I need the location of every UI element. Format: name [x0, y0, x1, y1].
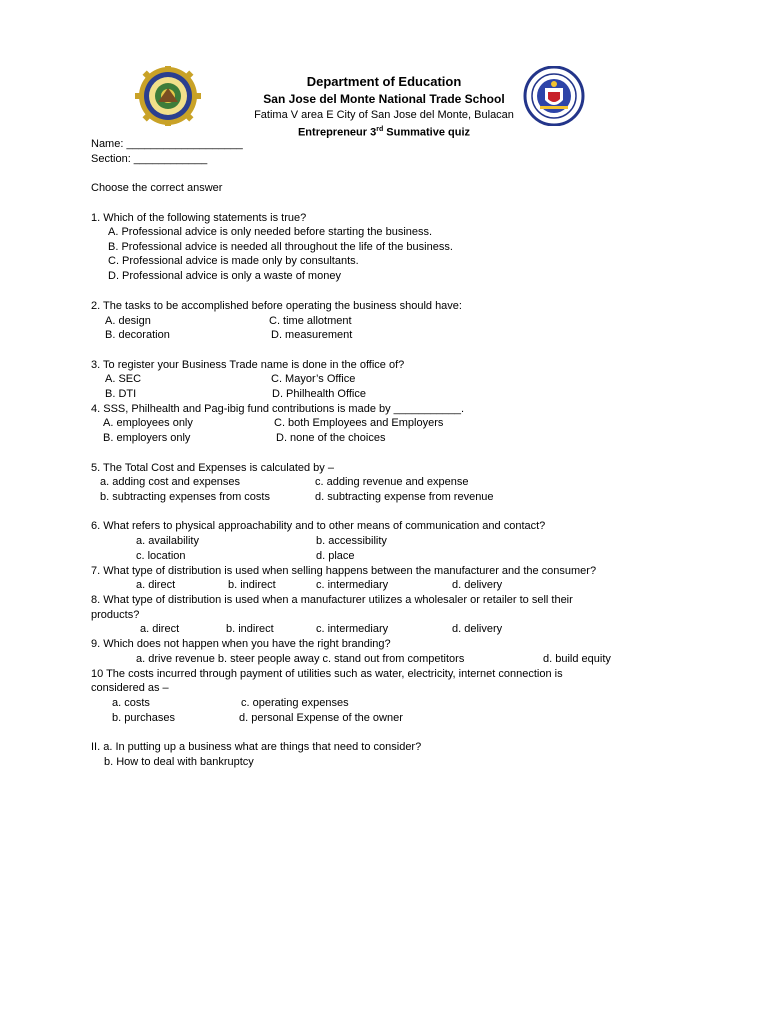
q4-choice-a[interactable]: A. employees only: [103, 417, 193, 429]
q6-choice-d[interactable]: d. place: [316, 550, 355, 562]
quiz-title-main: Entrepreneur 3: [297, 126, 377, 139]
q5-choice-d[interactable]: d. subtracting expense from revenue: [315, 491, 494, 503]
q4-stem: 4. SSS, Philhealth and Pag-ibig fund contributions is made by ___________.: [91, 403, 465, 415]
q8-choice-d[interactable]: d. delivery: [452, 623, 503, 635]
q10-choice-b[interactable]: b. purchases: [112, 712, 175, 724]
q6-choice-a[interactable]: a. availability: [136, 535, 199, 547]
q3-choice-b[interactable]: B. DTI: [105, 388, 137, 400]
q7-stem: 7. What type of distribution is used when selling happens between the manufacturer and the consumer?: [91, 565, 597, 577]
q6-stem: 6. What refers to physical approachability and to other means of communication and contact?: [91, 520, 546, 532]
q7-choice-d[interactable]: d. delivery: [452, 579, 503, 591]
q5-stem: 5. The Total Cost and Expenses is calculated by –: [91, 462, 334, 474]
quiz-title-superscript: rd: [376, 126, 384, 133]
part2-question-b: b. How to deal with bankruptcy: [104, 756, 254, 768]
q1-choice-c[interactable]: C. Professional advice is made only by consultants.: [108, 255, 359, 267]
q10-choice-a[interactable]: a. costs: [112, 697, 150, 709]
q8-stem-line2: products?: [91, 609, 140, 621]
instructions: Choose the correct answer: [91, 182, 223, 194]
q6-choice-c[interactable]: c. location: [136, 550, 186, 562]
q3-choice-a[interactable]: A. SEC: [105, 373, 142, 385]
q2-choice-b[interactable]: B. decoration: [105, 329, 170, 341]
q10-stem-line1: 10 The costs incurred through payment of utilities such as water, electricity, internet connection is: [91, 668, 563, 680]
q5-choice-a[interactable]: a. adding cost and expenses: [100, 476, 241, 488]
q9-stem: 9. Which does not happen when you have the right branding?: [91, 638, 391, 650]
school-address: Fatima V area E City of San Jose del Monte, Bulacan: [254, 109, 514, 121]
part2-question-a: II. a. In putting up a business what are things that need to consider?: [91, 741, 422, 753]
q8-choice-a[interactable]: a. direct: [140, 623, 180, 635]
q7-choice-b[interactable]: b. indirect: [228, 579, 276, 591]
q9-choice-d[interactable]: d. build equity: [543, 653, 611, 665]
q1-choice-b[interactable]: B. Professional advice is needed all throughout the life of the business.: [108, 241, 453, 253]
q2-choice-d[interactable]: D. measurement: [271, 329, 353, 341]
q8-stem-line1: 8. What type of distribution is used when a manufacturer utilizes a wholesaler or retailer to sell their: [91, 594, 573, 606]
q3-stem: 3. To register your Business Trade name is done in the office of?: [91, 359, 405, 371]
q4-choice-d[interactable]: D. none of the choices: [276, 432, 386, 444]
quiz-title-suffix: Summative quiz: [383, 126, 471, 139]
q2-choice-c[interactable]: C. time allotment: [269, 315, 352, 327]
q3-choice-d[interactable]: D. Philhealth Office: [272, 388, 366, 400]
section-field[interactable]: Section: ____________: [91, 153, 208, 165]
q5-choice-b[interactable]: b. subtracting expenses from costs: [100, 491, 270, 503]
q10-choice-c[interactable]: c. operating expenses: [241, 697, 349, 709]
q10-stem-line2: considered as –: [91, 682, 169, 694]
q1-choice-d[interactable]: D. Professional advice is only a waste of money: [108, 270, 341, 282]
q8-choice-b[interactable]: b. indirect: [226, 623, 274, 635]
q1-stem: 1. Which of the following statements is true?: [91, 212, 307, 224]
q2-choice-a[interactable]: A. design: [105, 315, 151, 327]
q8-choice-c[interactable]: c. intermediary: [316, 623, 389, 635]
q10-choice-d[interactable]: d. personal Expense of the owner: [239, 712, 403, 724]
q9-choices-abc[interactable]: a. drive revenue b. steer people away c. stand out from competitors: [136, 653, 465, 665]
q7-choice-c[interactable]: c. intermediary: [316, 579, 389, 591]
q6-choice-b[interactable]: b. accessibility: [316, 535, 387, 547]
q4-choice-b[interactable]: B. employers only: [103, 432, 191, 444]
q2-stem: 2. The tasks to be accomplished before operating the business should have:: [91, 300, 462, 312]
q3-choice-c[interactable]: C. Mayor’s Office: [271, 373, 356, 385]
q4-choice-c[interactable]: C. both Employees and Employers: [274, 417, 444, 429]
q1-choice-a[interactable]: A. Professional advice is only needed before starting the business.: [108, 226, 433, 238]
name-field[interactable]: Name: ___________________: [91, 138, 243, 150]
department-title: Department of Education: [306, 74, 462, 89]
school-name: San Jose del Monte National Trade School: [263, 92, 505, 106]
q7-choice-a[interactable]: a. direct: [136, 579, 176, 591]
q5-choice-c[interactable]: c. adding revenue and expense: [315, 476, 469, 488]
